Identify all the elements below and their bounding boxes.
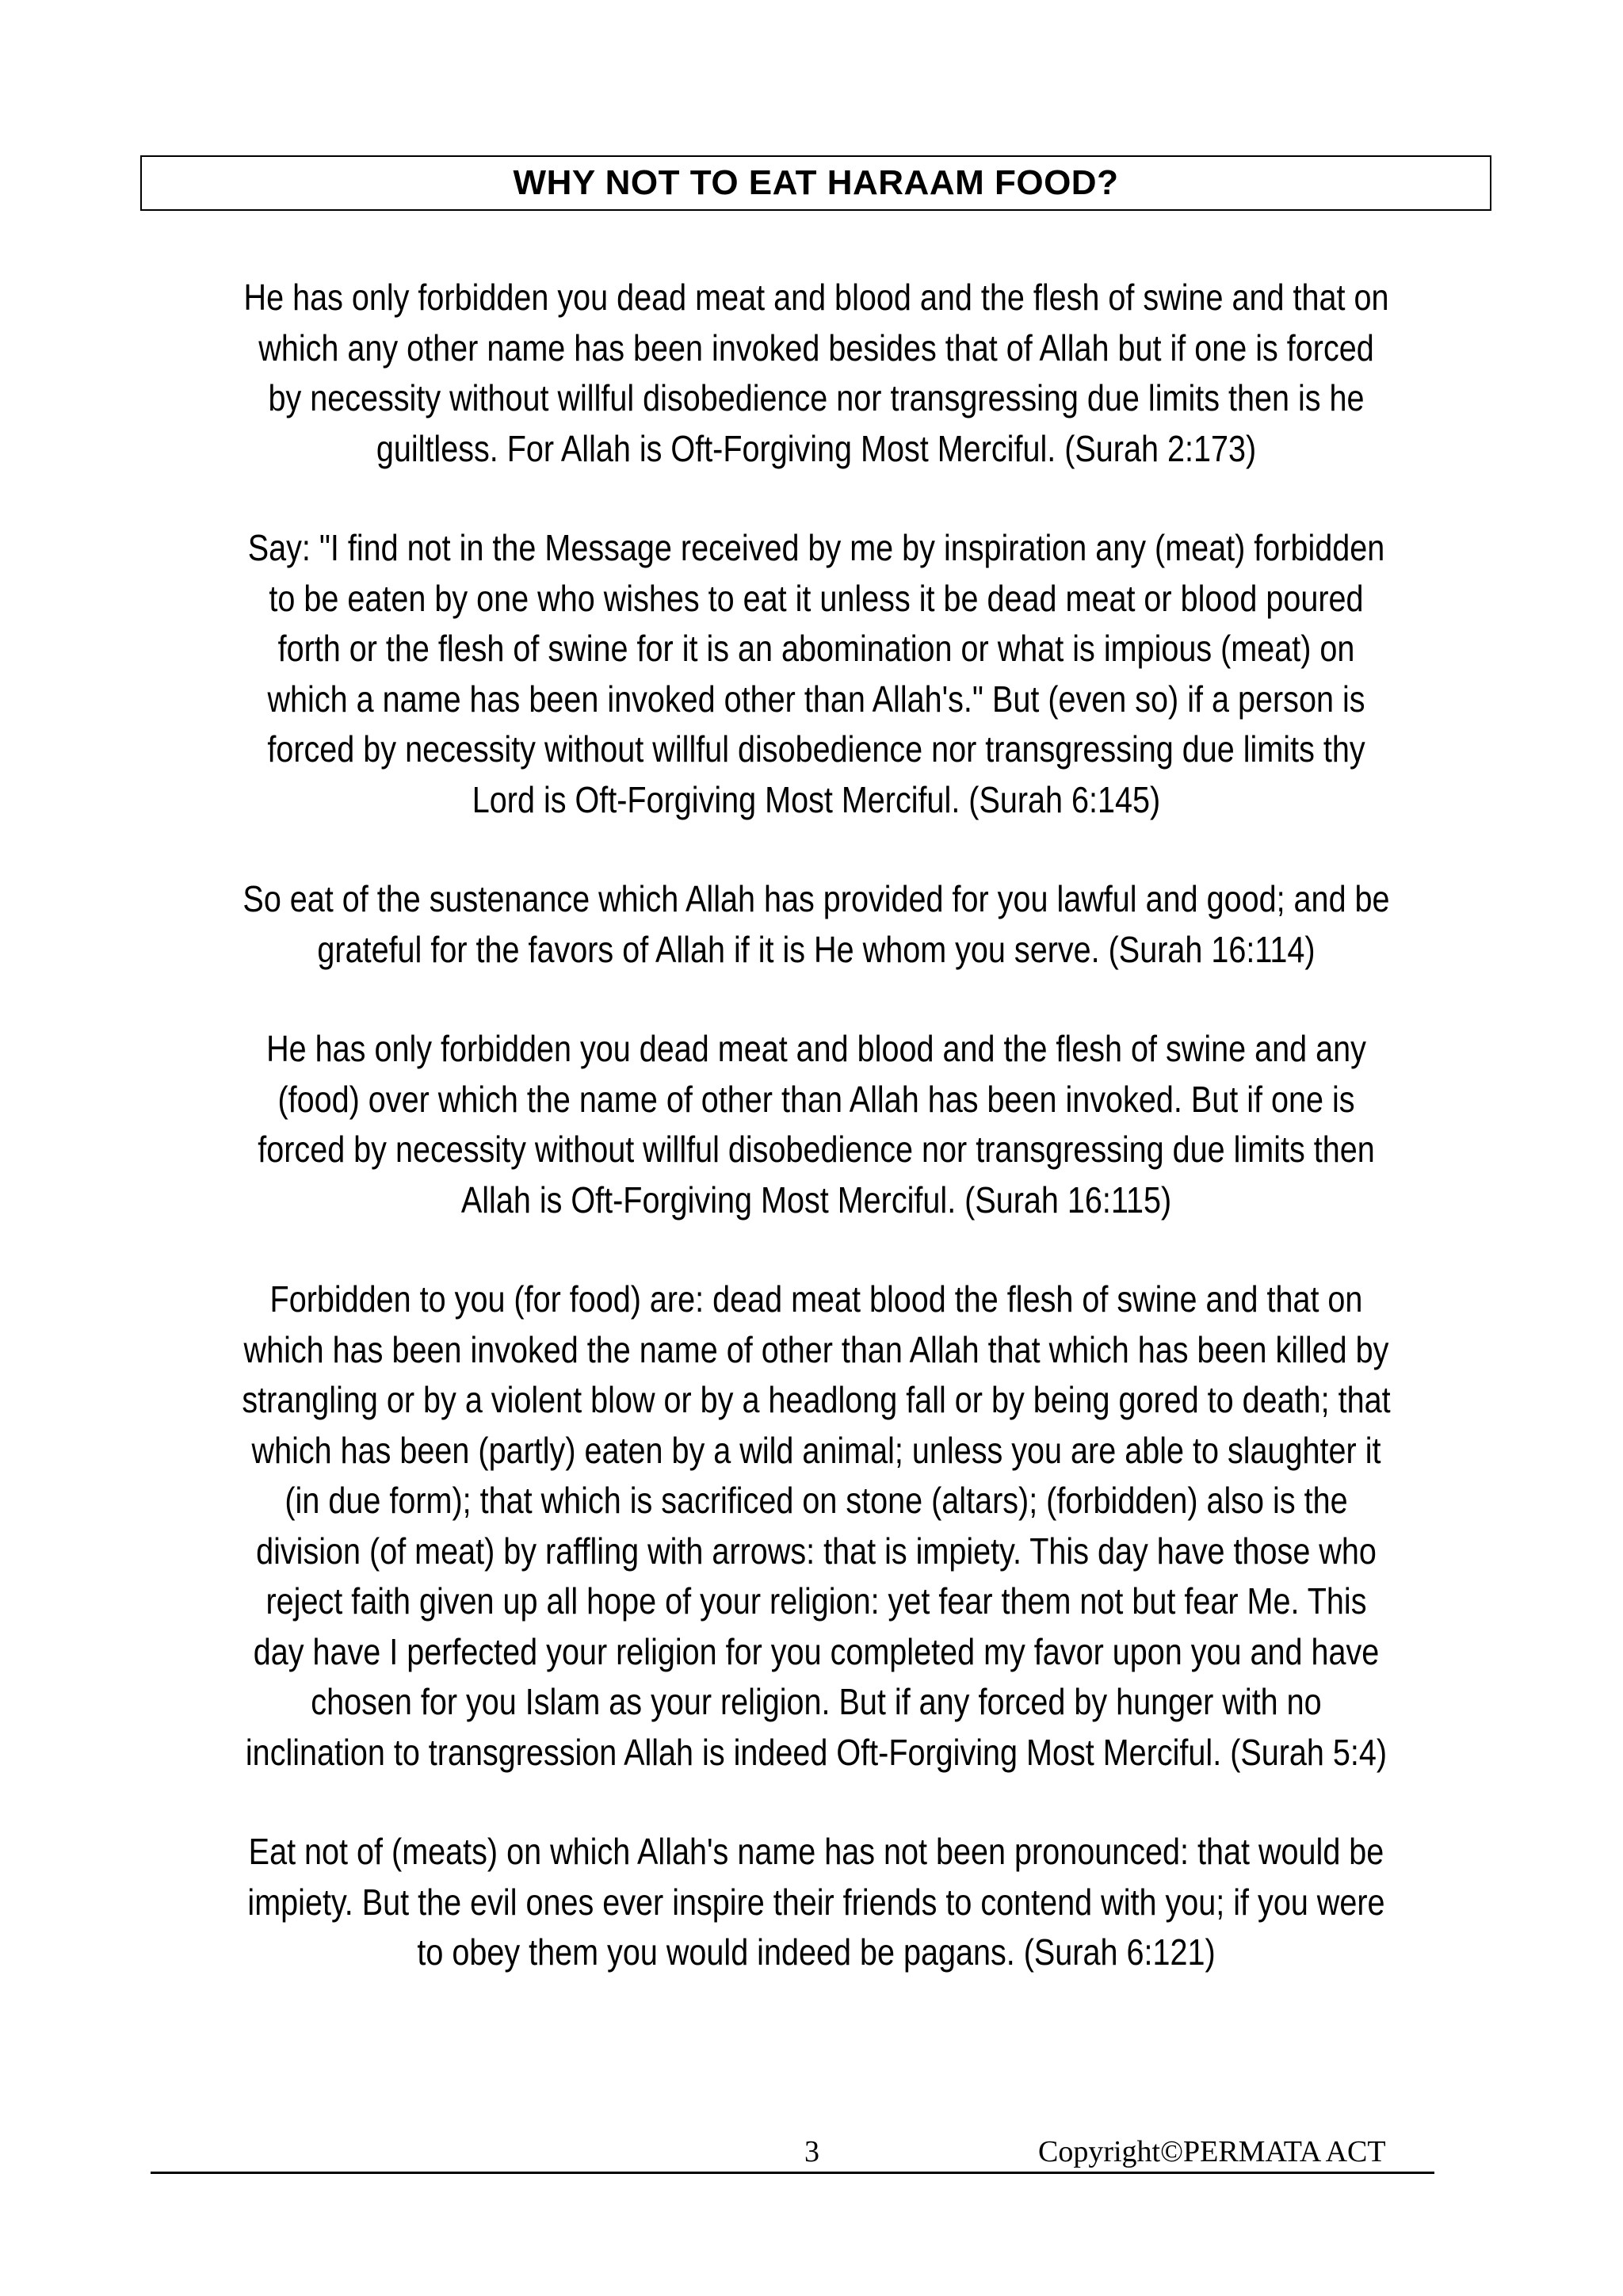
verse-surah-16-114: So eat of the sustenance which Allah has provided for you lawful and good; and be grateful for the favors of Allah if it is He whom you serve. (Surah 16:114) xyxy=(242,878,1390,970)
verse-surah-2-173: He has only forbidden you dead meat and blood and the flesh of swine and that on which any other name has been invoked besides that of Allah but if one is forced by necessity without willful disobedience nor transgressing due limits then is he guiltless. For Allah is Oft-Forgiving Most Merciful. (Surah 2:173) xyxy=(243,277,1389,469)
verse-surah-6-145: Say: "I find not in the Message received by me by inspiration any (meat) forbidden to be eaten by one who wishes to eat it unless it be dead meat or blood poured forth or the flesh of swine for it is an abomination or what is impious (meat) on which a name has been invoked other than Allah's." But (even so) if a person is forced by necessity without willful disobedience nor transgressing due limits thy Lord is Oft-Forgiving Most Merciful. (Surah 6:145) xyxy=(247,527,1385,820)
verse-surah-6-121: Eat not of (meats) on which Allah's name has not been pronounced: that would be impiety. But the evil ones ever inspire their friends to contend with you; if you were to obey them you would indeed be pagans. (Surah 6:121) xyxy=(247,1831,1385,1973)
verse-surah-16-115: He has only forbidden you dead meat and blood and the flesh of swine and any (food) over which the name of other than Allah has been invoked. But if one is forced by necessity without willful disobedience nor transgressing due limits then Allah is Oft-Forgiving Most Merciful. (Surah 16:115) xyxy=(258,1028,1375,1221)
footer-rule xyxy=(151,2172,1434,2174)
verse-surah-5-4: Forbidden to you (for food) are: dead meat blood the flesh of swine and that on which has been invoked the name of other than Allah that which has been killed by strangling or by a violent blow or by a headlong fall or by being gored to death; that which has been (partly) eaten by a wild animal; unless you are able to slaughter it (in due form); that which is sacrificed on stone (altars); (forbidden) also is the division (of meat) by raffling with arrows: that is impiety. This day have those who reject faith given up all hope of your religion: yet fear them not but fear Me. This day have I perfected your religion for you completed my favor upon you and have chosen for you Islam as your religion. But if any forced by hunger with no inclination to transgression Allah is indeed Oft-Forgiving Most Merciful. (Surah 5:4) xyxy=(242,1278,1391,1773)
title-box xyxy=(140,155,1491,211)
page-title: WHY NOT TO EAT HARAAM FOOD? xyxy=(513,163,1119,202)
verses-list xyxy=(147,273,1486,2027)
copyright-text: Copyright©PERMATA ACT xyxy=(1038,2135,1386,2168)
page-number: 3 xyxy=(804,2135,819,2168)
